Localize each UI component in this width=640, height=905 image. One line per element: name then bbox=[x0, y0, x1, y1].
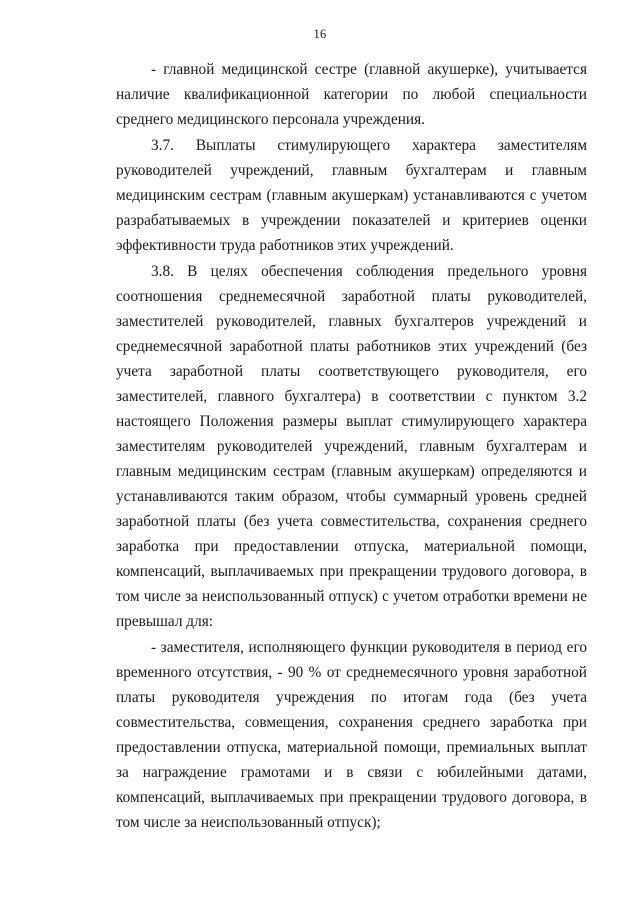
paragraph-deputy-limit: - заместителя, исполняющего функции руководителя в период его временного отсутствия, - 90 % от среднемесячного уровня заработной платы руководителя учреждения по итогам года (без учета совместительства, совмещения, сохранения среднего заработка при предоставлении отпуска, материальной помощи, премиальных выплат за награждение грамотами и в связи с юбилейными датами, компенсаций, выплачиваемых при прекращении трудового договора, в том числе за неиспользованный отпуск); bbox=[116, 639, 587, 831]
page-number: 16 bbox=[313, 27, 327, 41]
body-text bbox=[116, 57, 587, 835]
paragraph-3-7: 3.7. Выплаты стимулирующего характера заместителям руководителей учреждений, главным бухгалтерам и главным медицинским сестрам (главным акушеркам) устанавливаются с учетом разрабатываемых в учреждении показателей и критериев оценки эффективности труда работников этих учреждений. bbox=[116, 137, 587, 254]
paragraph-3-8: 3.8. В целях обеспечения соблюдения предельного уровня соотношения среднемесячной заработной платы руководителей, заместителей руководителей, главных бухгалтеров учреждений и среднемесячной заработной платы работников этих учреждений (без учета заработной платы соответствующего руководителя, его заместителей, главного бухгалтера) в соответствии с пунктом 3.2 настоящего Положения размеры выплат стимулирующего характера заместителям руководителей учреждений, главным бухгалтерам и главным медицинским сестрам (главным акушеркам) определяются и устанавливаются таким образом, чтобы суммарный уровень средней заработной платы (без учета совместительства, сохранения среднего заработка при предоставлении отпуска, материальной помощи, компенсаций, выплачиваемых при прекращении трудового договора, в том числе за неиспользованный отпуск) с учетом отработки времени не превышал для: bbox=[116, 263, 587, 630]
paragraph-head-nurse-qualification: - главной медицинской сестре (главной акушерке), учитывается наличие квалификационной категории по любой специальности среднего медицинского персонала учреждения. bbox=[116, 61, 587, 128]
